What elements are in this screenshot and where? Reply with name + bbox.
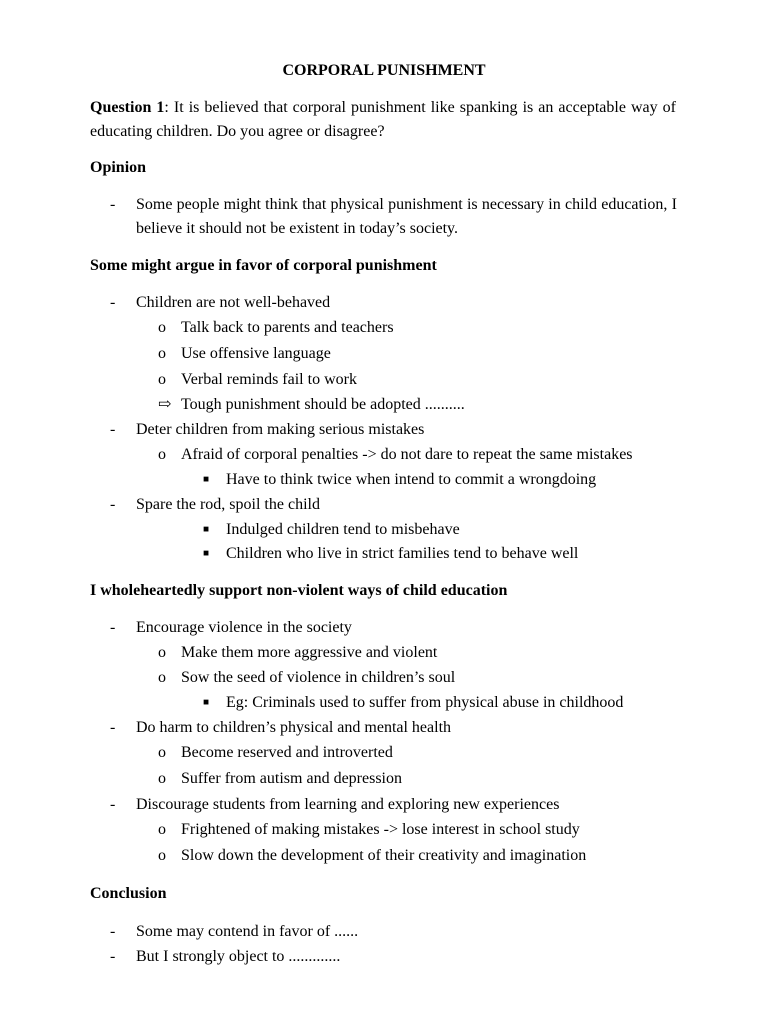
list-item: But I strongly object to ............. [136,948,341,965]
dash-bullet: - [110,294,116,311]
square-bullet-icon: ■ [203,697,210,708]
question-text: : It is believed that corporal punishment like spanking is an acceptable way of educating children. Do you agree or disagree? [90,99,676,140]
list-item: Make them more aggressive and violent [181,644,438,661]
opinion-heading: Opinion [90,159,147,176]
list-item: Verbal reminds fail to work [181,371,357,388]
list-item: Do harm to children’s physical and mental health [136,719,452,736]
document-title: CORPORAL PUNISHMENT [282,62,486,79]
dash-bullet: - [110,719,116,736]
list-item: Discourage students from learning and exploring new experiences [136,796,560,813]
list-item: Children are not well-behaved [136,294,331,311]
circle-bullet: o [158,446,166,463]
opinion-text: Some people might think that physical punishment is necessary in child education, I believe it should not be existent in today’s society. [136,196,677,237]
question-paragraph [90,96,676,144]
square-bullet-icon: ■ [203,548,210,559]
circle-bullet: o [158,744,166,761]
dash-bullet: - [110,796,116,813]
circle-bullet: o [158,821,166,838]
circle-bullet: o [158,644,166,661]
list-item: Deter children from making serious mistakes [136,421,425,438]
square-bullet-icon: ■ [203,524,210,535]
square-bullet-icon: ■ [203,474,210,485]
list-item: Encourage violence in the society [136,619,352,636]
dash-bullet: - [110,496,116,513]
list-item: Slow down the development of their creativity and imagination [181,847,587,864]
circle-bullet: o [158,371,166,388]
circle-bullet: o [158,669,166,686]
dash-bullet: - [110,923,116,940]
list-item: Suffer from autism and depression [181,770,402,787]
list-item: Use offensive language [181,345,331,362]
dash-bullet: - [110,196,116,213]
list-item: Frightened of making mistakes -> lose interest in school study [181,821,580,838]
arrow-bullet-icon: ⇨ [158,396,172,413]
circle-bullet: o [158,319,166,336]
favor-heading: Some might argue in favor of corporal punishment [90,257,437,274]
list-item: Spare the rod, spoil the child [136,496,320,513]
list-item: Children who live in strict families tend to behave well [226,545,579,562]
list-item: Afraid of corporal penalties -> do not dare to repeat the same mistakes [181,446,633,463]
against-heading: I wholeheartedly support non-violent ways of child education [90,582,508,599]
circle-bullet: o [158,770,166,787]
circle-bullet: o [158,847,166,864]
list-item: Indulged children tend to misbehave [226,521,460,538]
circle-bullet: o [158,345,166,362]
list-item: Some may contend in favor of ...... [136,923,359,940]
dash-bullet: - [110,421,116,438]
dash-bullet: - [110,619,116,636]
list-item: Talk back to parents and teachers [181,319,394,336]
list-item: Have to think twice when intend to commit a wrongdoing [226,471,597,488]
conclusion-heading: Conclusion [90,885,167,902]
question-label: Question 1 [90,99,165,116]
dash-bullet: - [110,948,116,965]
list-item: Tough punishment should be adopted .......... [181,396,465,413]
list-item: Eg: Criminals used to suffer from physical abuse in childhood [226,694,624,711]
list-item: Become reserved and introverted [181,744,393,761]
list-item: Sow the seed of violence in children’s soul [181,669,456,686]
